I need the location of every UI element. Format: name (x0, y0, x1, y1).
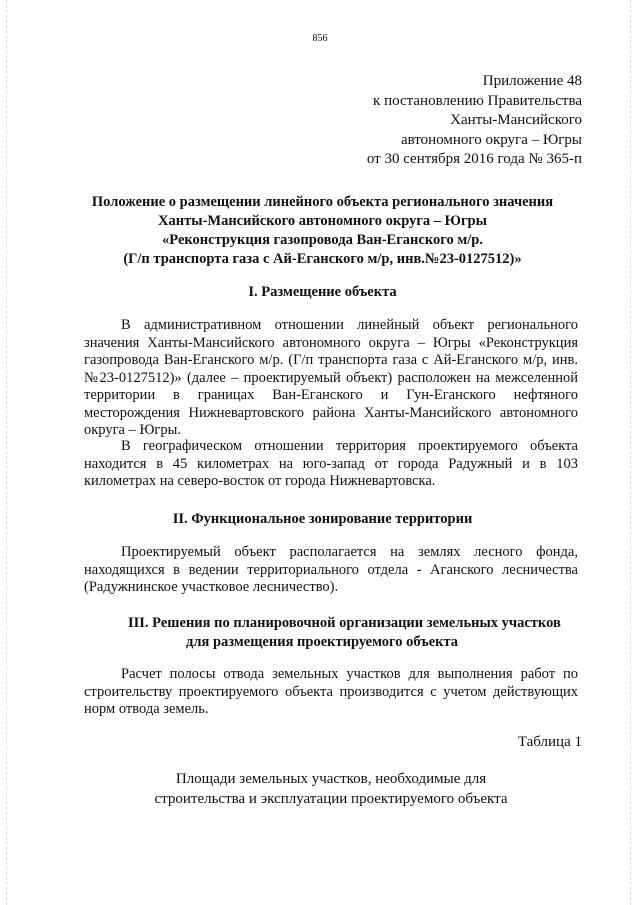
table-caption-line: Площади земельных участков, необходимые для (175, 771, 487, 787)
appendix-line: от 30 сентября 2016 года № 365-п (366, 151, 582, 167)
scan-edge-left (6, 0, 8, 905)
appendix-line: Приложение 48 (482, 73, 582, 89)
section-3-paragraph: Расчет полосы отвода земельных участков для выполнения работ по строительству проектируемого объекта производится с учетом действующих норм отвода земель. (84, 666, 578, 717)
section-2-heading: II. Функциональное зонирование территории (172, 511, 473, 527)
section-3-heading-line: для размещения проектируемого объекта (186, 634, 459, 650)
table-caption-line: строительства и эксплуатации проектируемого объекта (154, 791, 508, 807)
appendix-line: Ханты-Мансийского (450, 112, 582, 128)
section-1-heading: I. Размещение объекта (248, 284, 397, 300)
section-1-paragraph-2: В географическом отношении территория проектируемого объекта находится в 45 километрах на юго-запад от города Радужный и в 103 километрах на северо-восток от города Нижневартовска. (84, 438, 578, 489)
table-caption (84, 769, 578, 809)
title-line: «Реконструкция газопровода Ван-Еганского м/р. (162, 232, 483, 248)
document-title (60, 193, 585, 269)
title-line: (Г/п транспорта газа с Ай-Еганского м/р, инв.№23-0127512)» (123, 251, 522, 267)
section-3-heading (128, 614, 588, 652)
appendix-block (367, 72, 582, 170)
title-line: Положение о размещении линейного объекта регионального значения (91, 194, 554, 210)
section-2-paragraph: Проектируемый объект располагается на землях лесного фонда, находящихся в ведении территориального отдела - Аганского лесничества (Радужнинское участковое лесничество). (84, 544, 578, 595)
scan-edge-right (630, 0, 632, 905)
table-label: Таблица 1 (517, 734, 582, 750)
section-1-paragraph-1: В административном отношении линейный объект регионального значения Ханты-Мансийского автономного округа – Югры «Реконструкция газопровода Ван-Еганского м/р. (Г/п транспорта газа с Ай-Еганского м/р, инв.№23-0127512)» (далее – проектируемый объект) расположен на межселенной территории в границах Ван-Еганского и Гун-Еганского нефтяного месторождения Нижневартовского района Ханты-Мансийского автономного округа – Югры. (84, 317, 578, 438)
section-3-heading-line: III. Решения по планировочной организации земельных участков (128, 615, 561, 631)
appendix-line: автономного округа – Югры (400, 131, 582, 148)
page-number: 856 (312, 33, 328, 44)
appendix-line: к постановлению Правительства (373, 92, 582, 109)
title-line: Ханты-Мансийского автономного округа – Югры (158, 213, 487, 229)
